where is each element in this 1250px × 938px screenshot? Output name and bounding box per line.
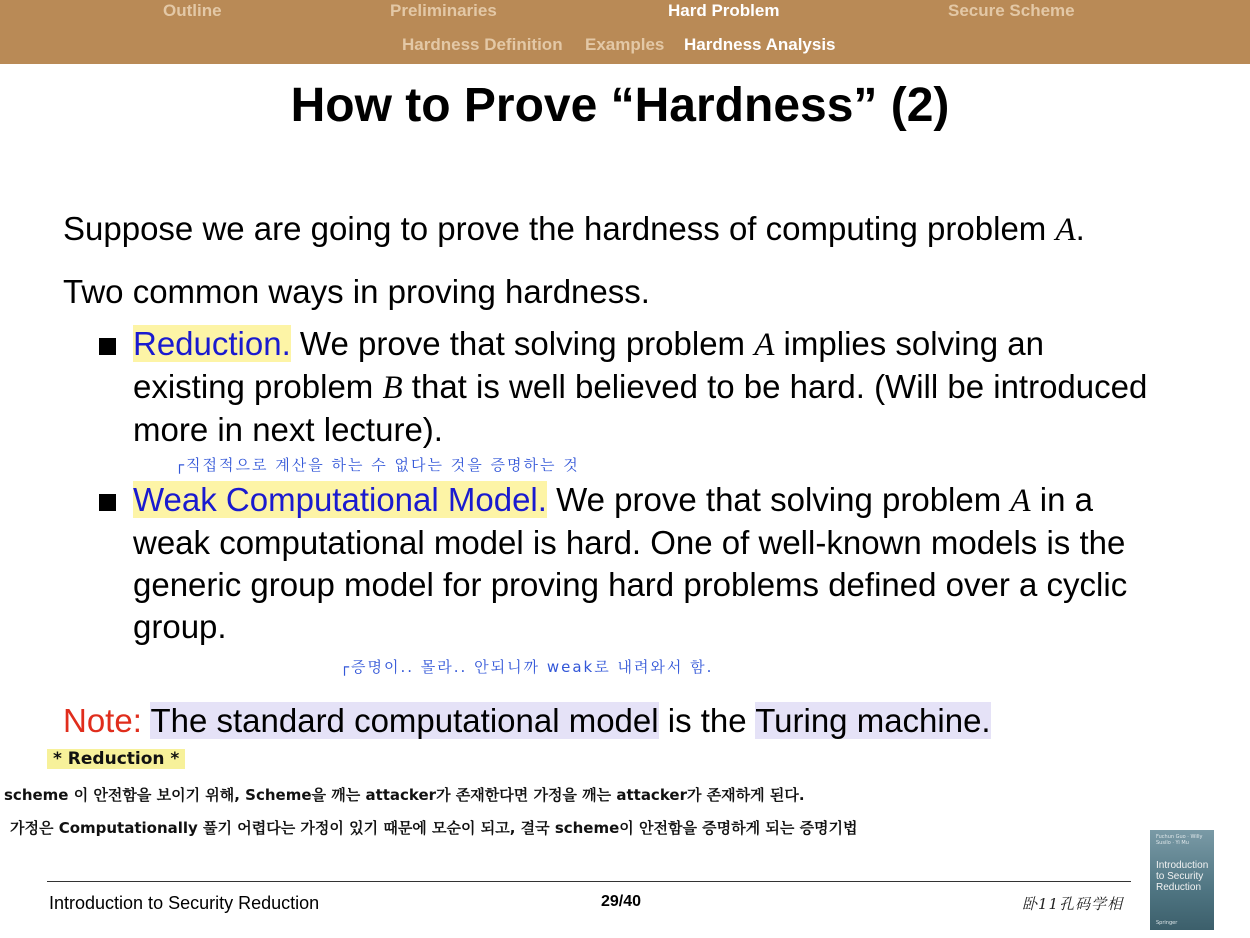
handwritten-note-direct-computation: ┌직접적으로 계산을 하는 수 없다는 것을 증명하는 것 bbox=[175, 456, 580, 474]
book-publisher: Springer bbox=[1156, 920, 1178, 926]
bullet1-var-a: A bbox=[754, 327, 775, 363]
bullet1-text-1: We prove that solving problem bbox=[290, 325, 755, 362]
nav-sub-hardness-definition[interactable]: Hardness Definition bbox=[402, 35, 563, 54]
navigation-bar bbox=[0, 0, 1250, 64]
bullet-square-icon bbox=[99, 494, 116, 511]
book-authors: Fuchun Guo · Willy Susilo · Yi Mu bbox=[1156, 834, 1203, 846]
term-reduction: Reduction. bbox=[133, 325, 291, 362]
handwritten-reduction-tag: * Reduction * bbox=[47, 749, 185, 769]
nav-section-hard-problem[interactable]: Hard Problem bbox=[668, 1, 780, 20]
term-weak-computational-model: Weak Computational Model. bbox=[133, 481, 547, 518]
handwritten-line-1: scheme 이 안전함을 보이기 위해, Scheme을 깨는 attacker가 존재한다면 가정을 깨는 attacker가 존재하게 된다. bbox=[4, 786, 805, 804]
handwritten-note-weak-model: ┌증명이.. 몰라.. 안되니까 weak로 내려와서 함. bbox=[340, 658, 714, 676]
intro-paragraph bbox=[63, 208, 1085, 251]
bullet2-text-1: We prove that solving problem bbox=[546, 481, 1011, 518]
bullet-weak-model bbox=[133, 479, 1163, 648]
note-highlight-turing-machine: Turing machine. bbox=[755, 702, 991, 739]
nav-section-outline[interactable]: Outline bbox=[163, 1, 222, 20]
bullet1-text-3: that is well believed to be hard. (Will be introduced more in next lecture). bbox=[133, 368, 1148, 448]
nav-section-preliminaries[interactable]: Preliminaries bbox=[390, 1, 497, 20]
bullet2-var-a: A bbox=[1010, 483, 1031, 519]
nav-section-secure-scheme[interactable]: Secure Scheme bbox=[948, 1, 1075, 20]
note-highlight-standard-model: The standard computational model bbox=[150, 702, 659, 739]
bullet-reduction bbox=[133, 323, 1163, 451]
intro-variable: A bbox=[1055, 212, 1076, 248]
nav-sub-examples[interactable]: Examples bbox=[585, 35, 665, 54]
book-cover-image bbox=[1150, 830, 1214, 930]
intro-period: . bbox=[1075, 210, 1085, 247]
slide-title: How to Prove “Hardness” (2) bbox=[290, 79, 950, 132]
note-text: is the bbox=[658, 702, 756, 739]
bullet-square-icon bbox=[99, 338, 116, 355]
intro-text: Suppose we are going to prove the hardness of computing problem bbox=[63, 210, 1056, 247]
page-number: 29/40 bbox=[601, 893, 642, 910]
ways-paragraph: Two common ways in proving hardness. bbox=[63, 273, 650, 310]
bullet2-text-2: in a weak computational model is hard. One of well-known models is the generic group model for proving hard problems defined over a cyclic group. bbox=[133, 481, 1128, 645]
bullet1-text-2: implies solving an existing problem bbox=[133, 325, 1045, 405]
footer-logo-text: 卧11孔码学相 bbox=[1022, 895, 1124, 913]
footer-course-title: Introduction to Security Reduction bbox=[49, 893, 320, 913]
bullet1-var-b: B bbox=[382, 370, 403, 406]
book-title: Introduction to Security Reduction bbox=[1156, 860, 1209, 893]
note-label: Note: bbox=[63, 702, 142, 739]
note-paragraph bbox=[63, 700, 991, 742]
nav-sub-hardness-analysis[interactable]: Hardness Analysis bbox=[684, 35, 836, 54]
footer-divider bbox=[47, 881, 1131, 882]
handwritten-line-2: 가정은 Computationally 풀기 어렵다는 가정이 있기 때문에 모순이 되고, 결국 scheme이 안전함을 증명하게 되는 증명기법 bbox=[10, 819, 858, 837]
